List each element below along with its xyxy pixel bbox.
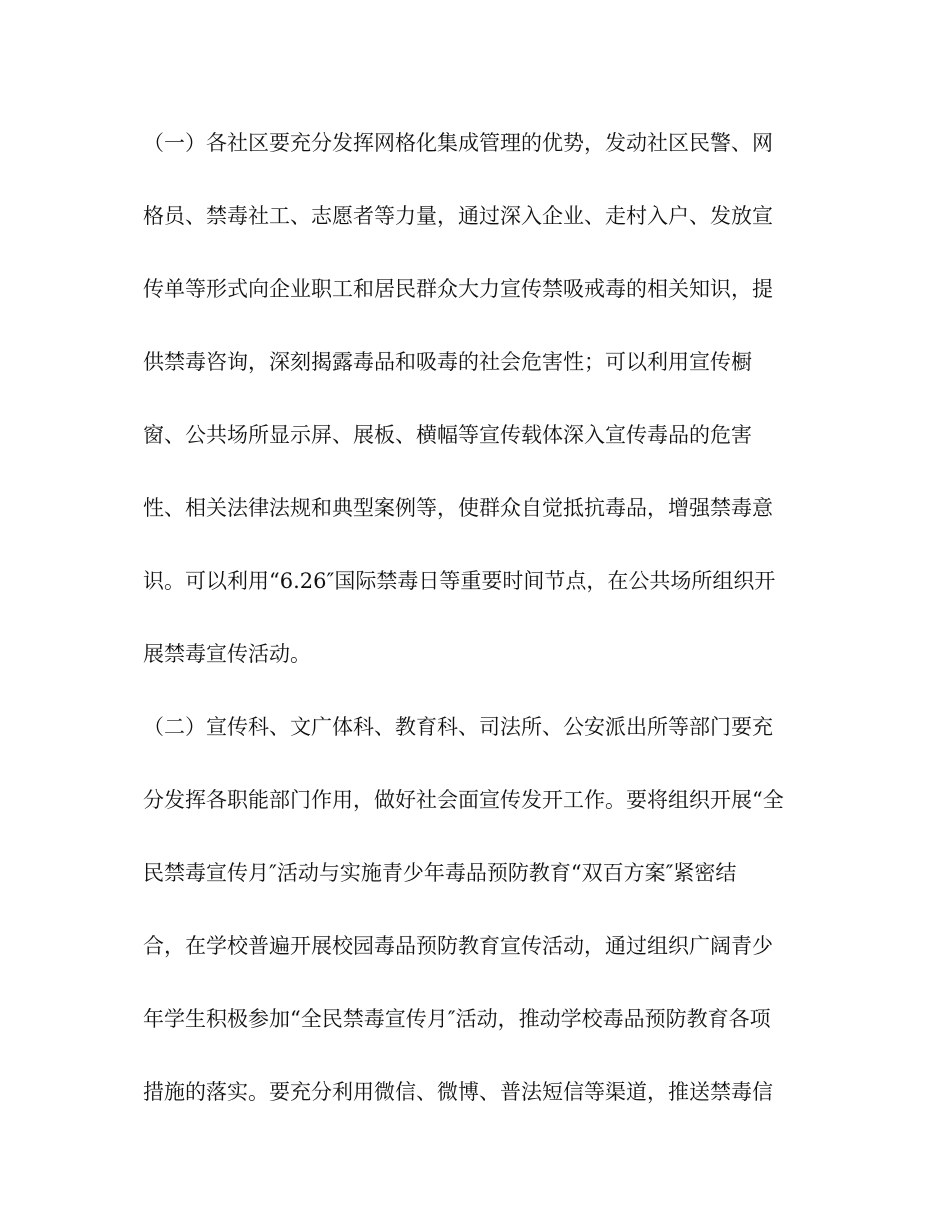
paragraph-line: 识。可以利用“6.26″国际禁毒日等重要时间节点，在公共场所组织开 [143, 569, 776, 593]
paragraph-line: （二）宣传科、文广体科、教育科、司法所、公安派出所等部门要充 [143, 715, 773, 739]
paragraph-line: 分发挥各职能部门作用，做好社会面宣传发开工作。要将组织开展“全 [143, 788, 784, 812]
paragraph-line: 供禁毒咨询，深刻揭露毒品和吸毒的社会危害性；可以利用宣传橱 [143, 350, 752, 374]
paragraph-line: 传单等形式向企业职工和居民群众大力宣传禁吸戒毒的相关知识，提 [143, 277, 773, 301]
paragraph-line: 性、相关法律法规和典型案例等，使群众自觉抵抗毒品，增强禁毒意 [143, 496, 773, 520]
paragraph-line: 年学生积极参加“全民禁毒宣传月″活动，推动学校毒品预防教育各项 [143, 1007, 771, 1031]
paragraph-line: 窗、公共场所显示屏、展板、横幅等宣传载体深入宣传毒品的危害 [143, 423, 752, 447]
paragraph-line: 格员、禁毒社工、志愿者等力量，通过深入企业、走村入户、发放宣 [143, 204, 773, 228]
paragraph-line: （一）各社区要充分发挥网格化集成管理的优势，发动社区民警、网 [143, 131, 773, 155]
paragraph-line: 展禁毒宣传活动。 [143, 642, 311, 666]
paragraph-line: 措施的落实。要充分利用微信、微博、普法短信等渠道，推送禁毒信 [143, 1080, 773, 1104]
paragraph-line: 合，在学校普遍开展校园毒品预防教育宣传活动，通过组织广阔青少 [143, 934, 773, 958]
paragraph-line: 民禁毒宣传月″活动与实施青少年毒品预防教育“双百方案″紧密结 [143, 861, 737, 885]
